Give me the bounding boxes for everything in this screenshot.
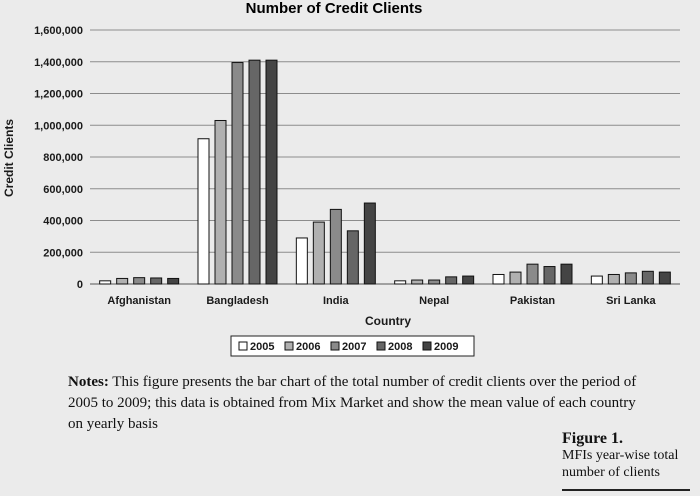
bar-nepal-2008 (446, 277, 457, 284)
bar-india-2006 (313, 222, 324, 284)
bar-bangladesh-2006 (215, 120, 226, 284)
x-tick-label: Sri Lanka (606, 295, 656, 307)
legend (231, 336, 474, 356)
bar-nepal-2005 (395, 281, 406, 284)
legend-label-2005: 2005 (250, 341, 275, 353)
bar-bangladesh-2008 (249, 60, 260, 284)
notes-text: This figure presents the bar chart of the total number of credit clients over the period of 2005 to 2009; this data is obtained from Mix Market and show the mean value of each country on yearly basis (68, 374, 637, 432)
bar-nepal-2007 (429, 280, 440, 284)
bar-pakistan-2009 (561, 264, 572, 284)
notes-label: Notes: (68, 374, 109, 390)
caption-rule (562, 489, 690, 491)
bar-pakistan-2007 (527, 264, 538, 284)
legend-label-2009: 2009 (434, 341, 459, 353)
x-tick-label: Bangladesh (206, 295, 269, 307)
bar-sri-lanka-2008 (642, 271, 653, 284)
x-tick-label: Pakistan (509, 295, 556, 307)
bar-bangladesh-2005 (198, 139, 209, 284)
figure-caption (562, 430, 692, 481)
y-tick-label: 1,200,000 (34, 88, 83, 101)
y-tick-label: 800,000 (43, 152, 83, 164)
legend-label-2006: 2006 (296, 341, 321, 353)
gridlines (90, 30, 680, 284)
legend-swatch-2005 (239, 342, 247, 350)
bar-sri-lanka-2005 (591, 276, 602, 284)
legend-swatch-2009 (423, 342, 431, 350)
y-tick-label: 0 (76, 279, 83, 291)
legend-swatch-2007 (331, 342, 339, 350)
x-axis-label: Country (365, 314, 411, 328)
bar-india-2008 (347, 231, 358, 284)
y-tick-label: 600,000 (43, 183, 83, 196)
bar-sri-lanka-2009 (659, 272, 670, 284)
bar-india-2009 (364, 203, 375, 284)
bar-afghanistan-2005 (100, 281, 111, 284)
bar-nepal-2009 (463, 276, 474, 284)
bar-afghanistan-2007 (134, 278, 145, 284)
legend-swatch-2006 (285, 342, 293, 350)
bar-india-2005 (296, 238, 307, 284)
x-tick-label: Nepal (419, 295, 450, 307)
legend-label-2008: 2008 (388, 341, 413, 353)
chart-title: Number of Credit Clients (245, 0, 423, 17)
y-tick-label: 1,000,000 (34, 120, 83, 133)
y-axis-ticks (34, 25, 83, 291)
bar-bangladesh-2007 (232, 63, 243, 284)
bar-afghanistan-2009 (168, 278, 179, 284)
notes-paragraph (68, 372, 638, 435)
x-tick-label: Afghanistan (107, 295, 171, 307)
bar-pakistan-2006 (510, 272, 521, 284)
figure-label: Figure 1. (562, 430, 624, 447)
y-tick-label: 200,000 (43, 247, 83, 260)
x-axis-ticks (107, 295, 656, 307)
bar-bangladesh-2009 (266, 60, 277, 284)
figure-caption-text: MFIs year-wise total number of clients (562, 448, 679, 480)
x-tick-label: India (322, 295, 349, 307)
bar-nepal-2006 (412, 280, 423, 284)
legend-swatch-2008 (377, 342, 385, 350)
y-tick-label: 1,400,000 (34, 56, 83, 69)
y-axis-label: Credit Clients (2, 118, 16, 198)
bar-afghanistan-2008 (151, 278, 162, 284)
legend-label-2007: 2007 (342, 341, 367, 353)
bar-sri-lanka-2006 (608, 274, 619, 284)
y-tick-label: 1,600,000 (34, 25, 83, 37)
y-tick-label: 400,000 (43, 215, 83, 228)
bar-india-2007 (330, 209, 341, 284)
bar-pakistan-2008 (544, 267, 555, 284)
bar-pakistan-2005 (493, 274, 504, 284)
bar-afghanistan-2006 (117, 278, 128, 284)
bar-sri-lanka-2007 (625, 273, 636, 284)
